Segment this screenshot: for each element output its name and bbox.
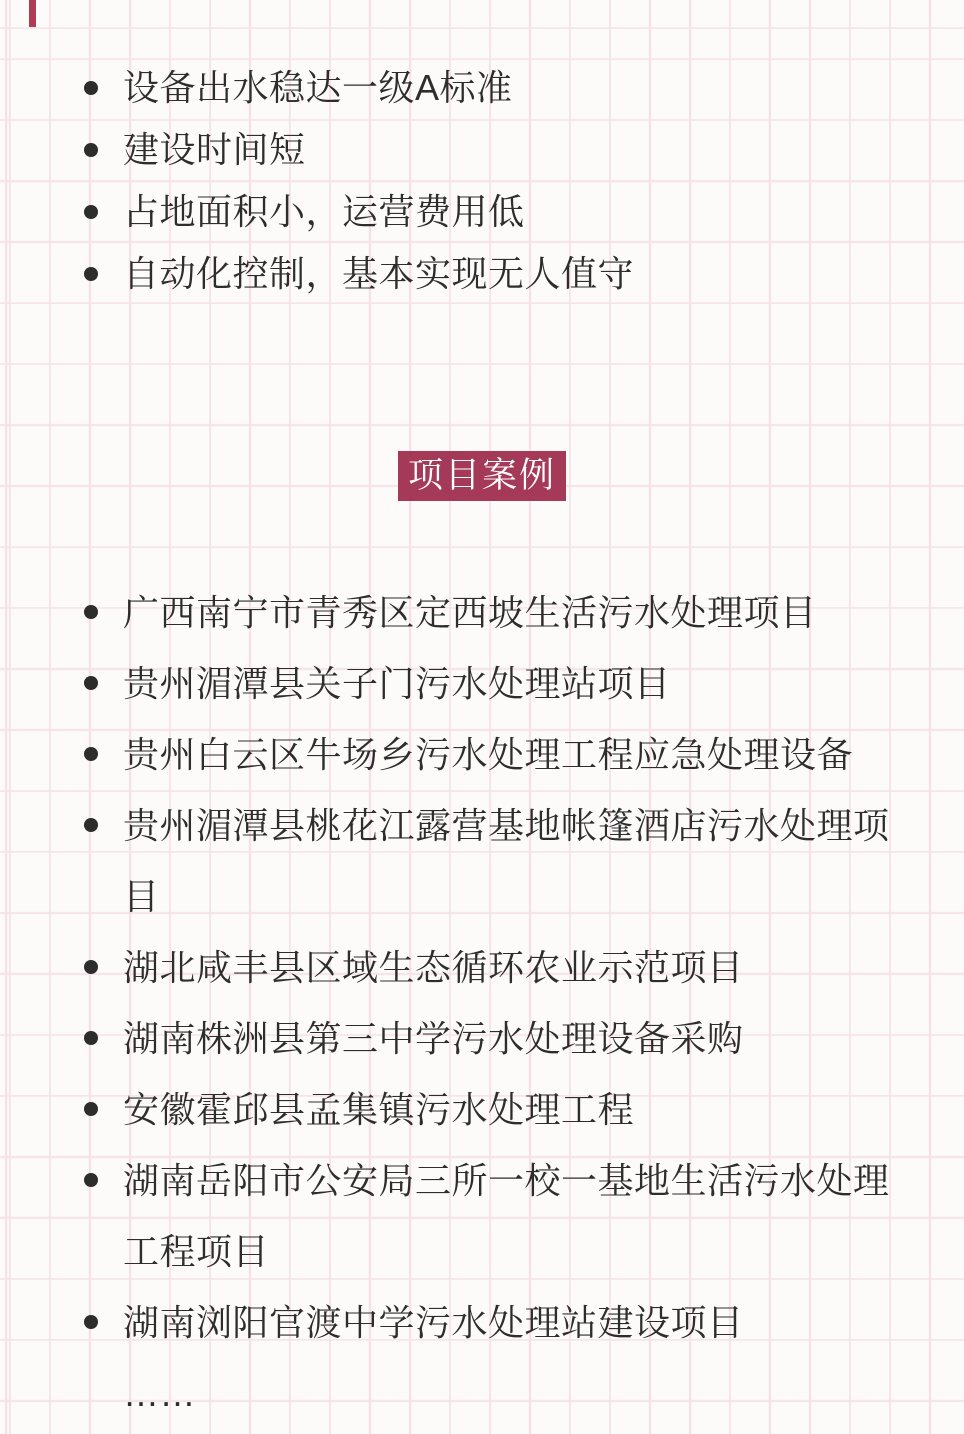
section-header-label: 项目案例 (407, 456, 556, 495)
bullet-icon (84, 205, 98, 219)
bullet-icon (84, 818, 98, 832)
bullet-icon (84, 81, 98, 95)
project-text: 湖南岳阳市公安局三所一校一基地生活污水处理工程项目 (123, 1160, 890, 1272)
bullet-icon (84, 747, 98, 761)
bullet-icon (84, 605, 98, 619)
project-text: 安徽霍邱县孟集镇污水处理工程 (123, 1089, 635, 1130)
bullet-icon (84, 267, 98, 281)
project-text: 贵州湄潭县桃花江露营基地帐篷酒店污水处理项目 (123, 805, 890, 917)
project-list (82, 577, 898, 1429)
list-item-more (82, 1358, 898, 1429)
feature-text: 建设时间短 (123, 129, 306, 170)
feature-text: 占地面积小，运营费用低 (123, 191, 525, 232)
list-item (82, 932, 898, 1003)
list-item (82, 1003, 898, 1074)
list-item (82, 577, 898, 648)
list-item (82, 119, 922, 181)
list-item (82, 648, 898, 719)
list-item (82, 719, 898, 790)
bullet-icon (84, 676, 98, 690)
feature-list (82, 57, 922, 305)
project-text: 广西南宁市青秀区定西坡生活污水处理项目 (123, 592, 817, 633)
list-item (82, 790, 898, 932)
bullet-icon (84, 960, 98, 974)
bullet-icon (84, 1315, 98, 1329)
list-item (82, 1145, 898, 1287)
bullet-icon (84, 143, 98, 157)
project-text: 湖南浏阳官渡中学污水处理站建设项目 (123, 1302, 744, 1343)
list-item (82, 1287, 898, 1358)
list-item (82, 1074, 898, 1145)
section-header-badge (398, 451, 566, 501)
project-text: 湖南株洲县第三中学污水处理设备采购 (123, 1018, 744, 1059)
bullet-icon (84, 1031, 98, 1045)
project-text: 湖北咸丰县区域生态循环农业示范项目 (123, 947, 744, 988)
project-text: 贵州白云区牛场乡污水处理工程应急处理设备 (123, 734, 854, 775)
list-item (82, 243, 922, 305)
more-indicator: …… (123, 1373, 196, 1414)
list-item (82, 57, 922, 119)
list-item (82, 181, 922, 243)
bullet-icon (84, 1102, 98, 1116)
project-text: 贵州湄潭县关子门污水处理站项目 (123, 663, 671, 704)
feature-text: 自动化控制，基本实现无人值守 (123, 253, 635, 294)
bullet-icon (84, 1173, 98, 1187)
feature-text: 设备出水稳达一级A标准 (123, 67, 513, 108)
red-accent-mark (29, 0, 36, 27)
